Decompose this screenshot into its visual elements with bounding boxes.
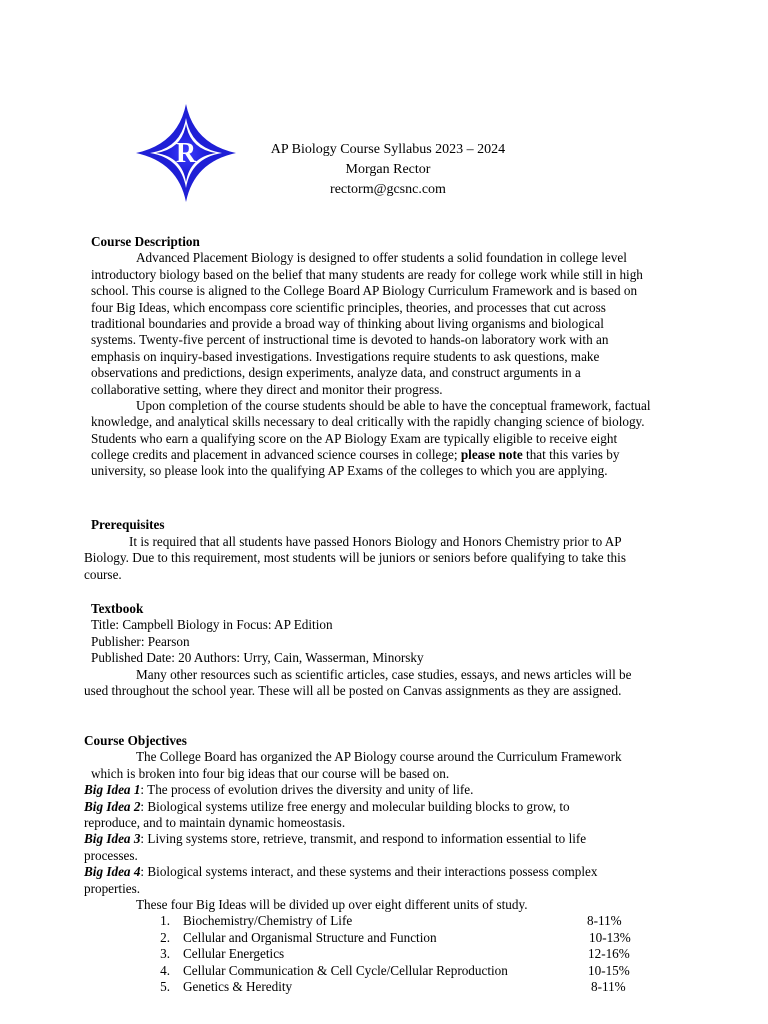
school-logo [136,104,236,202]
big-idea-2 [84,799,622,815]
textbook-publisher: Publisher: Pearson [91,633,190,649]
description-line: Upon completion of the course students should be able to have the conceptual framework, factual [136,397,651,413]
list-item [160,946,640,963]
logo-letter: R [175,138,197,169]
big-idea-label: Big Idea 3 [84,831,141,847]
syllabus-title: AP Biology Course Syllabus 2023 – 2024 [270,142,506,157]
unit-percent: 12-16% [588,946,630,962]
objectives-intro-line: which is broken into four big ideas that our course will be based on. [91,765,450,781]
description-line: emphasis on inquiry-based investigations. Investigations require students to ask questions, make [91,348,600,364]
unit-name: Cellular Communication & Cell Cycle/Cellular Reproduction [183,962,508,978]
prerequisites-line: course. [84,566,122,582]
unit-percent: 10-15% [588,962,630,978]
textbook-section [91,601,424,667]
prerequisites-title: Prerequisites [91,517,165,532]
description-line: four Big Ideas, which encompass core scientific principles, theories, and processes that cut across [91,299,606,315]
prerequisites-line: Biology. Due to this requirement, most students will be juniors or seniors before qualifying to take this [84,550,626,566]
description-line: knowledge, and analytical skills necessary to deal critically with the rapidly changing science of biology. [91,414,645,430]
big-idea-text: : The process of evolution drives the diversity and unity of life. [140,782,474,798]
units-intro: These four Big Ideas will be divided up over eight different units of study. [136,896,528,912]
unit-percent: 8-11% [587,913,622,928]
big-idea-text: : Biological systems utilize free energy and molecular building blocks to grow, to [140,798,570,814]
unit-percent: 10-13% [589,929,631,945]
prerequisites-section [84,534,626,583]
description-line: observations and predictions, design experiments, analyze data, and construct arguments in a [91,365,581,381]
big-idea-label: Big Idea 1 [84,782,141,798]
please-note-emphasis: please note [460,447,523,463]
unit-number: 2. [160,929,170,945]
list-item [160,963,640,980]
unit-name: Genetics & Heredity [183,979,293,995]
unit-name: Biochemistry/Chemistry of Life [183,913,353,928]
big-idea-label: Big Idea 4 [84,864,141,880]
description-line: traditional boundaries and provide a broad way of thinking about living organisms and biological [91,315,604,331]
course-description-section [91,234,651,480]
description-text: college credits and placement in advanced science courses in college; [91,447,461,463]
list-item [160,979,640,996]
big-idea-2-cont: reproduce, and to maintain dynamic homeostasis. [84,814,346,830]
textbook-title: Title: Campbell Biology in Focus: AP Edition [91,617,333,633]
description-line: collaborative setting, where they direct and monitor their progress. [91,381,443,397]
teacher-name: Morgan Rector [345,162,431,177]
objectives-intro-line: The College Board has organized the AP Biology course around the Curriculum Framework [136,749,622,765]
big-idea-3-cont: processes. [84,847,138,863]
list-item [160,930,640,947]
teacher-email[interactable]: rectorm@gcsnc.com [330,182,446,197]
course-objectives-heading: Course Objectives [84,733,187,748]
description-line: Advanced Placement Biology is designed to offer students a solid foundation in college level [136,250,627,266]
big-idea-4-cont: properties. [84,880,141,896]
unit-name: Cellular Energetics [183,946,285,962]
unit-percent: 8-11% [591,979,626,995]
resources-line: Many other resources such as scientific articles, case studies, essays, and news articles will be [136,667,632,682]
course-objectives-section [84,733,622,913]
textbook-heading: Textbook [91,601,144,616]
resources-line: used throughout the school year. These will all be posted on Canvas assignments as they are assigned. [84,683,622,699]
prerequisites-line: It is required that all students have passed Honors Biology and Honors Chemistry prior to AP [129,534,622,549]
big-idea-text: : Living systems store, retrieve, transmit, and respond to information essential to life [140,831,587,847]
big-idea-1 [84,782,622,798]
unit-name: Cellular and Organismal Structure and Function [183,929,437,945]
textbook-date-authors: Published Date: 20 Authors: Urry, Cain, Wasserman, Minorsky [91,650,424,666]
description-line: university, so please look into the qualifying AP Exams of the colleges to which you are applying. [91,463,608,479]
unit-number: 4. [160,962,170,978]
description-line: introductory biology based on the belief that many students are ready for college work while still in high [91,266,643,282]
big-idea-label: Big Idea 2 [84,798,141,814]
unit-number: 1. [160,913,170,928]
units-list [160,913,640,996]
unit-number: 3. [160,946,170,962]
description-line: Students who earn a qualifying score on the AP Biology Exam are typically eligible to receive eight [91,430,618,446]
unit-number: 5. [160,979,170,995]
big-idea-text: : Biological systems interact, and these systems and their interactions possess complex [140,864,598,880]
description-line: systems. Twenty-five percent of instructional time is devoted to hands-on laboratory work with an [91,332,609,348]
description-line [91,447,651,463]
description-line: school. This course is aligned to the College Board AP Biology Curriculum Framework and is based on [91,283,638,299]
prerequisites-heading [91,517,165,533]
list-item [160,913,640,930]
big-idea-4 [84,864,622,880]
textbook-resources [84,667,631,700]
description-text: that this varies by [522,447,620,463]
course-description-heading: Course Description [91,234,200,249]
big-idea-3 [84,831,622,847]
